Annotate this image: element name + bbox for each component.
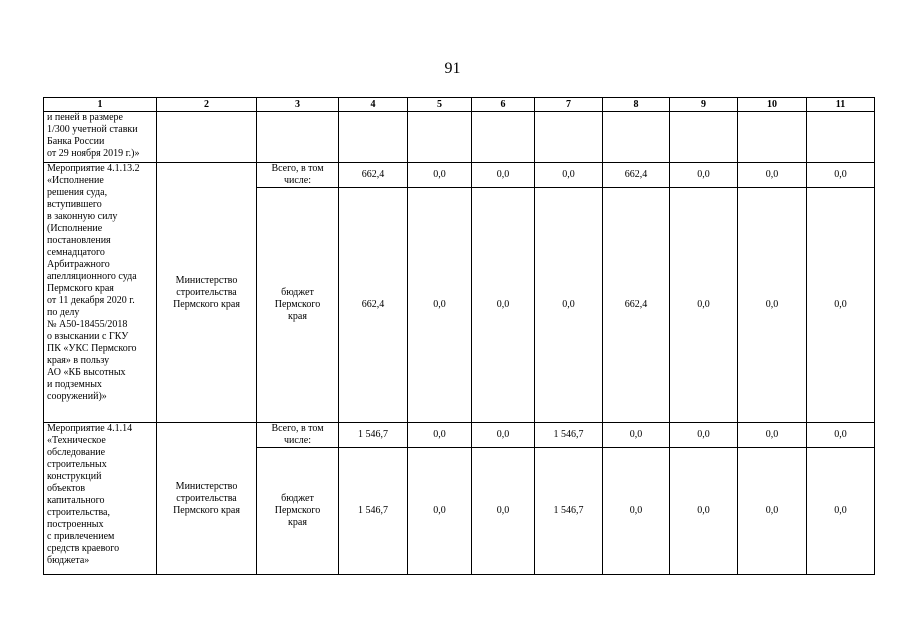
measure-1-total-col-4: 662,4 — [339, 163, 408, 188]
measure-2-total-col-7: 1 546,7 — [535, 423, 603, 448]
header-col-10: 10 — [738, 98, 807, 112]
measure-2-total-label: Всего, в том числе: — [257, 423, 339, 448]
measure-2-budget-col-7: 1 546,7 — [535, 448, 603, 575]
measure-1-budget-col-8: 662,4 — [603, 188, 670, 423]
measure-1-budget-label: бюджет Пермского края — [257, 188, 339, 423]
measure-2-total-col-8: 0,0 — [603, 423, 670, 448]
measure-2-budget-col-4: 1 546,7 — [339, 448, 408, 575]
measure-2-budget-label: бюджет Пермского края — [257, 448, 339, 575]
measure-1-budget-col-10: 0,0 — [738, 188, 807, 423]
measure-2-total-col-11: 0,0 — [807, 423, 875, 448]
measure-1-total-col-7: 0,0 — [535, 163, 603, 188]
measure-1-total-col-10: 0,0 — [738, 163, 807, 188]
header-col-1: 1 — [44, 98, 157, 112]
header-col-5: 5 — [408, 98, 472, 112]
header-col-3: 3 — [257, 98, 339, 112]
measure-1-budget-col-7: 0,0 — [535, 188, 603, 423]
header-row — [44, 98, 875, 112]
measure-1-total-col-9: 0,0 — [670, 163, 738, 188]
header-col-2: 2 — [157, 98, 257, 112]
measure-2-budget-col-6: 0,0 — [472, 448, 535, 575]
measure-2-budget-col-11: 0,0 — [807, 448, 875, 575]
measure-2-total-col-4: 1 546,7 — [339, 423, 408, 448]
header-col-9: 9 — [670, 98, 738, 112]
measure-1-executor: Министерство строительства Пермского края — [157, 163, 257, 423]
measure-2-budget-col-10: 0,0 — [738, 448, 807, 575]
continuation-description: и пеней в размере 1/300 учетной ставки Банка России от 29 ноября 2019 г.)» — [44, 112, 157, 163]
measure-1-budget-col-11: 0,0 — [807, 188, 875, 423]
measure-1-total-row — [44, 163, 875, 188]
header-col-7: 7 — [535, 98, 603, 112]
measure-1-budget-col-9: 0,0 — [670, 188, 738, 423]
measure-2-total-col-9: 0,0 — [670, 423, 738, 448]
continuation-row — [44, 112, 875, 163]
measure-2-total-row — [44, 423, 875, 448]
header-col-6: 6 — [472, 98, 535, 112]
measure-1-total-col-8: 662,4 — [603, 163, 670, 188]
measure-1-budget-col-6: 0,0 — [472, 188, 535, 423]
measure-2-description: Мероприятие 4.1.14 «Техническое обследование строительных конструкций объектов капитального строительства, построенных с привлечением средств краевого бюджета» — [44, 423, 157, 575]
measure-2-budget-col-8: 0,0 — [603, 448, 670, 575]
measure-1-total-col-11: 0,0 — [807, 163, 875, 188]
page-number: 91 — [444, 60, 461, 77]
measure-1-budget-col-4: 662,4 — [339, 188, 408, 423]
measure-2-total-col-10: 0,0 — [738, 423, 807, 448]
header-col-8: 8 — [603, 98, 670, 112]
measure-2-total-col-6: 0,0 — [472, 423, 535, 448]
measure-1-total-label: Всего, в том числе: — [257, 163, 339, 188]
budget-table — [43, 97, 875, 575]
measure-2-budget-col-5: 0,0 — [408, 448, 472, 575]
header-col-11: 11 — [807, 98, 875, 112]
measure-1-description: Мероприятие 4.1.13.2 «Исполнение решения суда, вступившего в законную силу (Исполнение постановления семнадцатого Арбитражного апелляционного суда Пермского края от 11 декабря 2020 г. по делу № А50-18455/2018 о взыскании с ГКУ ПК «УКС Пермского края» в пользу АО «КБ высотных и подземных сооружений)» — [44, 163, 157, 423]
measure-1-budget-col-5: 0,0 — [408, 188, 472, 423]
measure-2-total-col-5: 0,0 — [408, 423, 472, 448]
measure-1-total-col-6: 0,0 — [472, 163, 535, 188]
measure-1-total-col-5: 0,0 — [408, 163, 472, 188]
measure-2-budget-col-9: 0,0 — [670, 448, 738, 575]
measure-2-executor: Министерство строительства Пермского края — [157, 423, 257, 575]
header-col-4: 4 — [339, 98, 408, 112]
